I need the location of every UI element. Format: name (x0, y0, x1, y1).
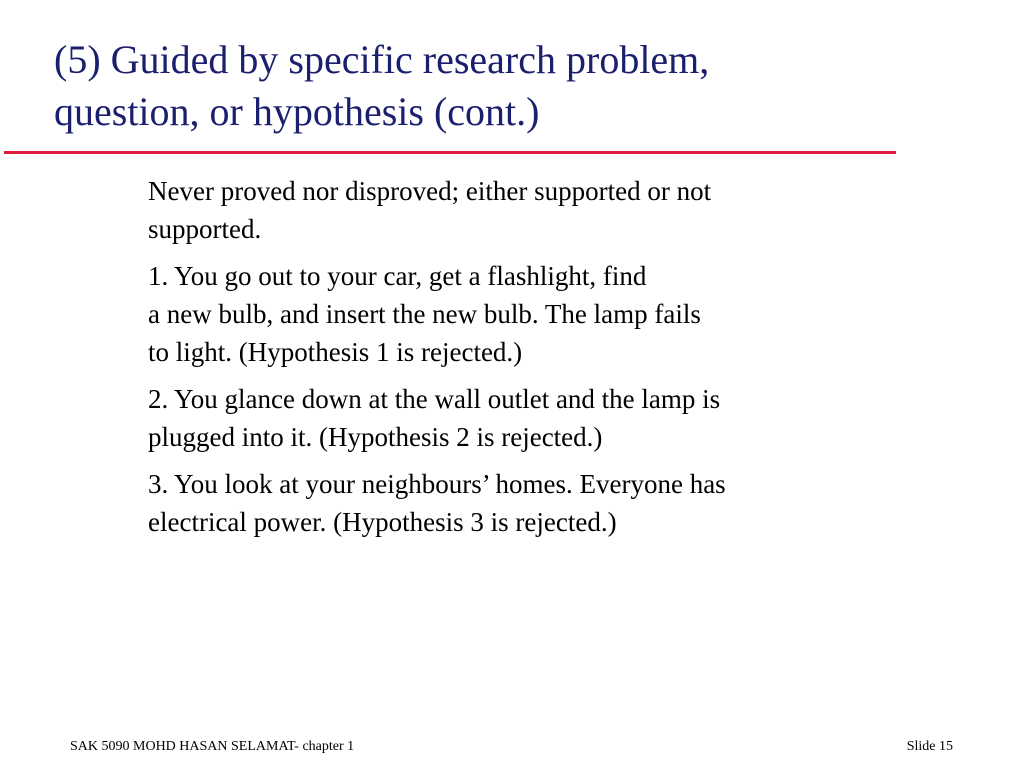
title-line-1: (5) Guided by specific research problem, (54, 37, 710, 82)
footer-course-label: SAK 5090 MOHD HASAN SELAMAT- chapter 1 (70, 739, 355, 754)
body-line: 2. You glance down at the wall outlet and the lamp is (148, 384, 721, 414)
body-line: plugged into it. (Hypothesis 2 is rejected.) (148, 422, 603, 452)
body-line: 1. You go out to your car, get a flashlight, find (148, 261, 647, 291)
body-line: supported. (148, 214, 262, 244)
slide-body (148, 172, 908, 550)
title-underline (4, 151, 896, 154)
title-line-2: question, or hypothesis (cont.) (54, 89, 540, 134)
body-line: electrical power. (Hypothesis 3 is rejected.) (148, 507, 617, 537)
body-line: 3. You look at your neighbours’ homes. Everyone has (148, 469, 726, 499)
paragraph-statement (148, 172, 908, 248)
body-line: Never proved nor disproved; either supported or not (148, 176, 712, 206)
paragraph-hypothesis-1 (148, 257, 908, 371)
slide-title (54, 34, 934, 138)
paragraph-hypothesis-2 (148, 380, 908, 456)
body-line: a new bulb, and insert the new bulb. The lamp fails (148, 299, 701, 329)
paragraph-hypothesis-3 (148, 465, 908, 541)
footer-slide-number: Slide 15 (906, 739, 953, 754)
body-line: to light. (Hypothesis 1 is rejected.) (148, 337, 523, 367)
